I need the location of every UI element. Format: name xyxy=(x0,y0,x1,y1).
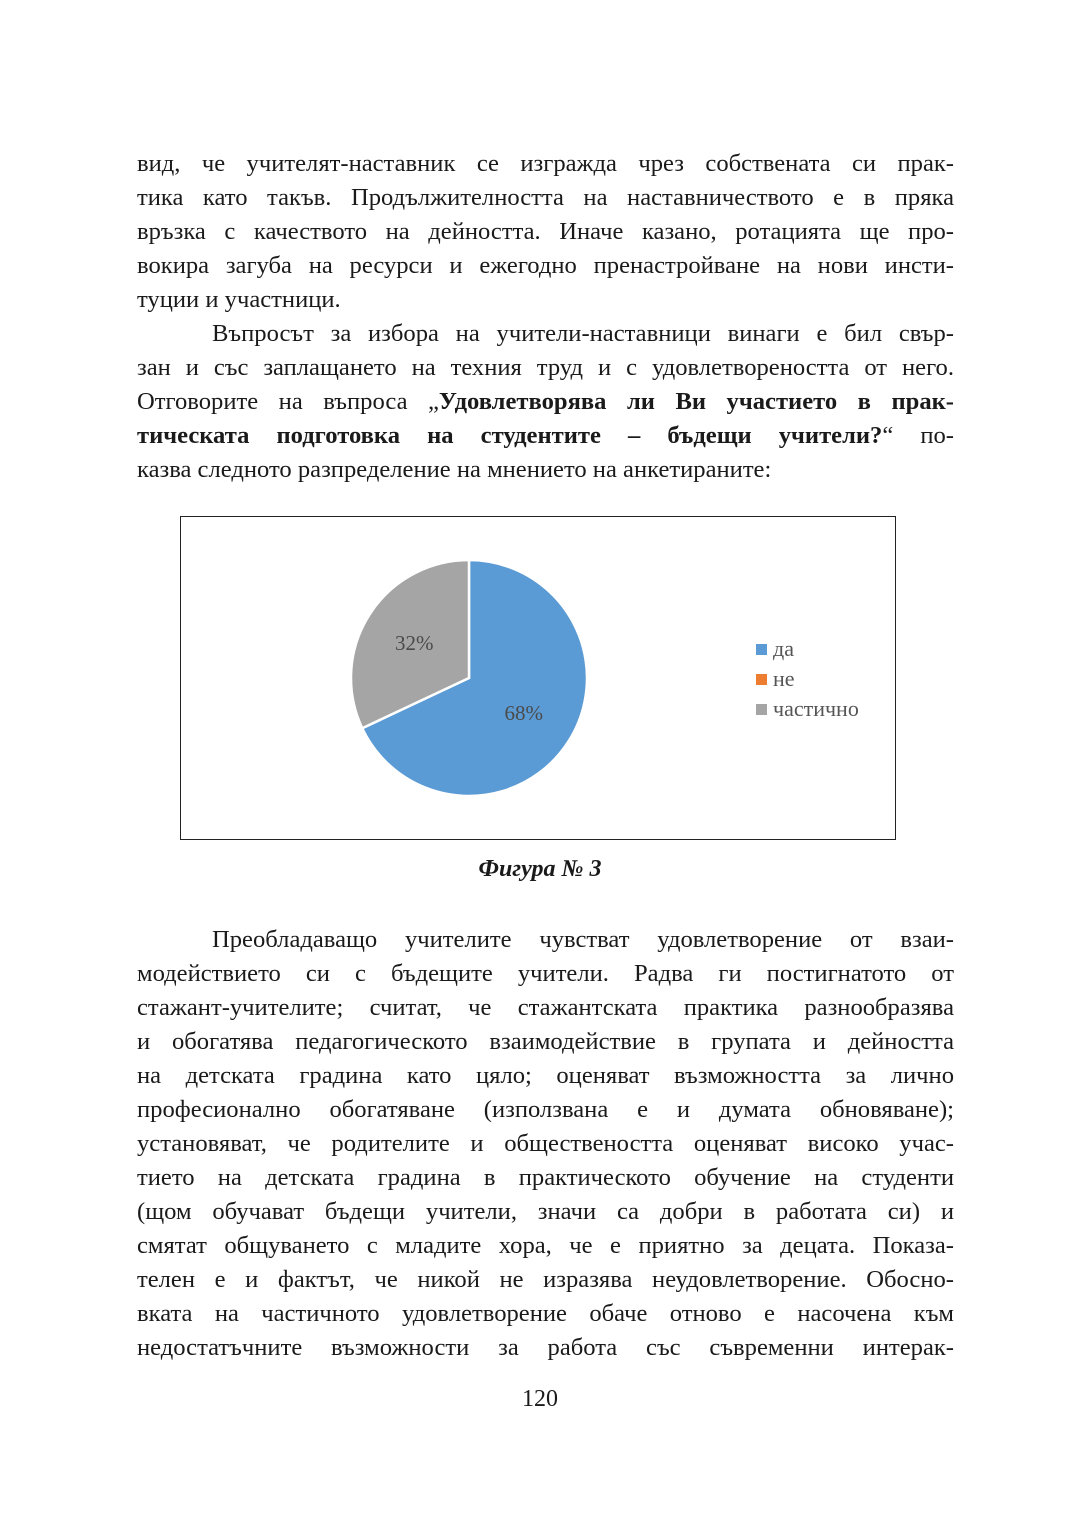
question-intro: Отговорите на въпроса „ xyxy=(137,388,439,415)
text-line xyxy=(137,385,954,419)
pie-data-label: 68% xyxy=(504,700,544,725)
legend-label: да xyxy=(773,636,794,661)
paragraph-2 xyxy=(137,317,954,487)
legend-swatch xyxy=(756,704,767,715)
legend-item xyxy=(756,694,859,724)
text-line: смятат общуването с младите хора, че е приятно за децата. Показа- xyxy=(137,1232,954,1259)
text-line: и обогатява педагогическото взаимодействие в групата и дейността xyxy=(137,1028,954,1055)
pie-data-label: 32% xyxy=(394,631,434,656)
text-line: казва следното разпределение на мнението на анкетираните: xyxy=(137,456,772,483)
pie-chart-frame xyxy=(180,516,896,840)
legend-swatch xyxy=(756,644,767,655)
text-line: модействието си с бъдещите учители. Радва ги постигнатото от xyxy=(137,960,954,987)
legend-label: частично xyxy=(773,696,859,721)
text-line: Преобладаващо учителите чувстват удовлетворение от взаи- xyxy=(212,926,954,953)
text-line: на детската градина като цяло; оценяват възможността за лично xyxy=(137,1062,954,1089)
question-text-part-2: тическата подготовка на студентите – бъдещи учители? xyxy=(137,422,883,449)
legend-swatch xyxy=(756,674,767,685)
text-line: недостатъчните възможности за работа със съвременни интерак- xyxy=(137,1334,954,1361)
text-line: вокира загуба на ресурси и ежегодно пренастройване на нови инсти- xyxy=(137,252,954,279)
text-line: установяват, че родителите и обществеността оценяват високо учас- xyxy=(137,1130,954,1157)
legend-item xyxy=(756,634,859,664)
figure-caption: Фигура № 3 xyxy=(478,856,602,882)
text-line: вид, че учителят-наставник се изгражда чрез собствената си прак- xyxy=(137,150,954,177)
legend-label: не xyxy=(773,666,795,691)
text-line: тика като такъв. Продължителността на наставничеството е в пряка xyxy=(137,184,954,211)
text-line: туции и участници. xyxy=(137,286,341,313)
text-line xyxy=(137,419,954,453)
text-line: връзка с качеството на дейността. Иначе казано, ротацията ще про- xyxy=(137,218,954,245)
legend-item xyxy=(756,664,859,694)
question-text-part-1: Удовлетворява ли Ви участието в прак- xyxy=(438,388,954,415)
chart-legend xyxy=(756,634,859,724)
question-outro: “ по- xyxy=(882,422,954,449)
text-line: тието на детската градина в практическото обучение на студенти xyxy=(137,1164,954,1191)
text-line: Въпросът за избора на учители-наставници винаги е бил свър- xyxy=(212,320,954,347)
text-line: вката на частичното удовлетворение обаче отново е насочена към xyxy=(137,1300,954,1327)
page-number: 120 xyxy=(522,1386,558,1412)
text-line: телен е и фактът, че никой не изразява неудовлетворение. Обосно- xyxy=(137,1266,954,1293)
paragraph-1 xyxy=(137,147,954,317)
text-line: професионално обогатяване (използвана е и думата обновяване); xyxy=(137,1096,954,1123)
text-line: (щом обучават бъдещи учители, значи са добри в работата си) и xyxy=(137,1198,954,1225)
paragraph-3 xyxy=(137,923,954,1365)
text-line: зан и със заплащането на техния труд и с удовлетвореността от него. xyxy=(137,354,954,381)
text-line: стажант-учителите; считат, че стажантската практика разнообразява xyxy=(137,994,954,1021)
